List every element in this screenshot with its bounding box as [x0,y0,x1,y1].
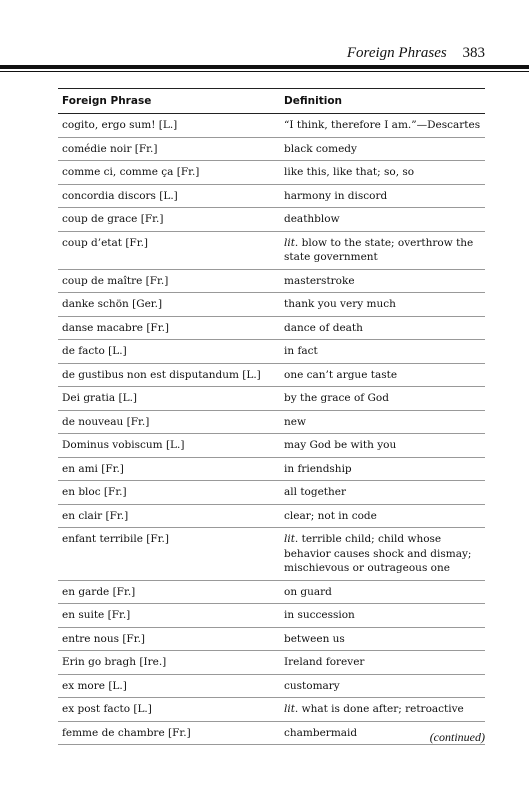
column-header-definition: Definition [284,95,343,107]
table-row [58,340,485,364]
definition-cell [280,165,485,180]
definition-text: between us [284,632,345,645]
definition-text: all together [284,486,347,498]
phrase-cell: de facto [L.] [62,345,127,357]
definition-text: thank you very much [284,298,396,310]
phrase-cell: coup de grace [Fr.] [62,213,164,225]
definition-cell [280,142,485,157]
table-row [58,628,485,652]
literal-marker: lit. [284,533,299,545]
phrase-cell: de gustibus non est disputandum [L.] [62,368,261,381]
phrase-cell: comme ci, comme ça [Fr.] [62,166,200,178]
table-row [58,604,485,628]
definition-text: clear; not in code [284,509,377,522]
definition-cell [280,655,485,670]
table-row [58,528,485,581]
phrase-cell: danke schön [Ger.] [62,298,163,310]
definition-cell [280,368,485,383]
foreign-phrases-table [58,88,485,745]
page-number: 383 [462,45,485,61]
table-row [58,293,485,317]
definition-text: deathblow [284,213,340,225]
table-row [58,208,485,232]
definition-text: dance of death [284,321,363,334]
phrase-cell: de nouveau [Fr.] [62,415,150,428]
phrase-cell: coup d’etat [Fr.] [62,236,149,249]
definition-cell [280,532,485,576]
table-row [58,481,485,505]
definition-cell [280,485,485,500]
definition-text: by the grace of God [284,392,389,404]
table-row [58,722,485,746]
table-row [58,411,485,435]
definition-text: blow to the state; overthrow the state government [284,236,474,263]
table-row [58,651,485,675]
definition-text: in friendship [284,462,352,475]
definition-text: what is done after; retroactive [298,703,464,715]
definition-cell [280,438,485,453]
continued-note: (continued) [429,730,485,744]
definition-text: may God be with you [284,439,397,451]
table-row [58,505,485,529]
table-body [58,114,485,745]
table-row [58,114,485,138]
phrase-cell: danse macabre [Fr.] [62,321,170,334]
definition-text: new [284,415,306,428]
definition-cell [280,297,485,312]
literal-marker: lit. [284,236,299,249]
definition-text: harmony in discord [284,189,388,202]
phrase-cell: entre nous [Fr.] [62,632,146,645]
definition-cell [280,391,485,406]
phrase-cell: enfant terribile [Fr.] [62,533,169,545]
header-rule-thin [0,71,529,72]
section-title: Foreign Phrases [346,45,447,61]
table-row [58,317,485,341]
definition-text: masterstroke [284,274,355,287]
phrase-cell: concordia discors [L.] [62,189,178,202]
phrase-cell: Dei gratia [L.] [62,392,138,404]
phrase-cell: en ami [Fr.] [62,462,124,475]
definition-cell [280,632,485,647]
phrase-cell: en garde [Fr.] [62,585,136,598]
table-header [58,88,485,114]
literal-marker: lit. [284,703,299,715]
table-row [58,581,485,605]
definition-text: black comedy [284,142,357,155]
definition-cell [280,462,485,477]
phrase-cell: ex more [L.] [62,679,127,692]
definition-cell [280,344,485,359]
table-row [58,185,485,209]
phrase-cell: cogito, ergo sum! [L.] [62,119,178,131]
table-row [58,232,485,270]
definition-cell [280,321,485,336]
phrase-cell: en suite [Fr.] [62,609,131,621]
definition-text: Ireland forever [284,656,365,668]
definition-text: terrible child; child whose behavior causes shock and dismay; mischievous or outrageous one [284,533,472,574]
phrase-cell: en clair [Fr.] [62,509,129,522]
table-row [58,270,485,294]
phrase-cell: femme de chambre [Fr.] [62,726,191,739]
phrase-cell: en bloc [Fr.] [62,486,127,498]
definition-text: “I think, therefore I am.”—Descartes [284,119,481,131]
column-header-phrase: Foreign Phrase [62,95,152,107]
running-head [347,43,485,63]
definition-text: chambermaid [284,726,358,739]
table-row [58,698,485,722]
definition-cell [280,118,485,133]
header-rule-thick [0,65,529,69]
table-row [58,387,485,411]
definition-cell [280,679,485,694]
phrase-cell: Erin go bragh [Ire.] [62,656,167,668]
definition-cell [280,236,485,265]
table-row [58,434,485,458]
table-row [58,458,485,482]
definition-cell [280,212,485,227]
definition-text: customary [284,679,340,692]
phrase-cell: coup de maître [Fr.] [62,274,169,287]
table-row [58,675,485,699]
table-row [58,138,485,162]
definition-text: on guard [284,585,332,598]
definition-text: one can’t argue taste [284,368,398,381]
definition-cell [280,608,485,623]
phrase-cell: comédie noir [Fr.] [62,142,158,155]
definition-cell [280,509,485,524]
phrase-cell: Dominus vobiscum [L.] [62,439,185,451]
definition-cell [280,702,485,717]
definition-cell [280,274,485,289]
phrase-cell: ex post facto [L.] [62,703,152,715]
definition-text: like this, like that; so, so [284,166,415,178]
definition-cell [280,585,485,600]
table-row [58,364,485,388]
definition-cell [280,189,485,204]
definition-text: in succession [284,609,355,621]
table-row [58,161,485,185]
definition-text: in fact [284,345,318,357]
definition-cell [280,415,485,430]
